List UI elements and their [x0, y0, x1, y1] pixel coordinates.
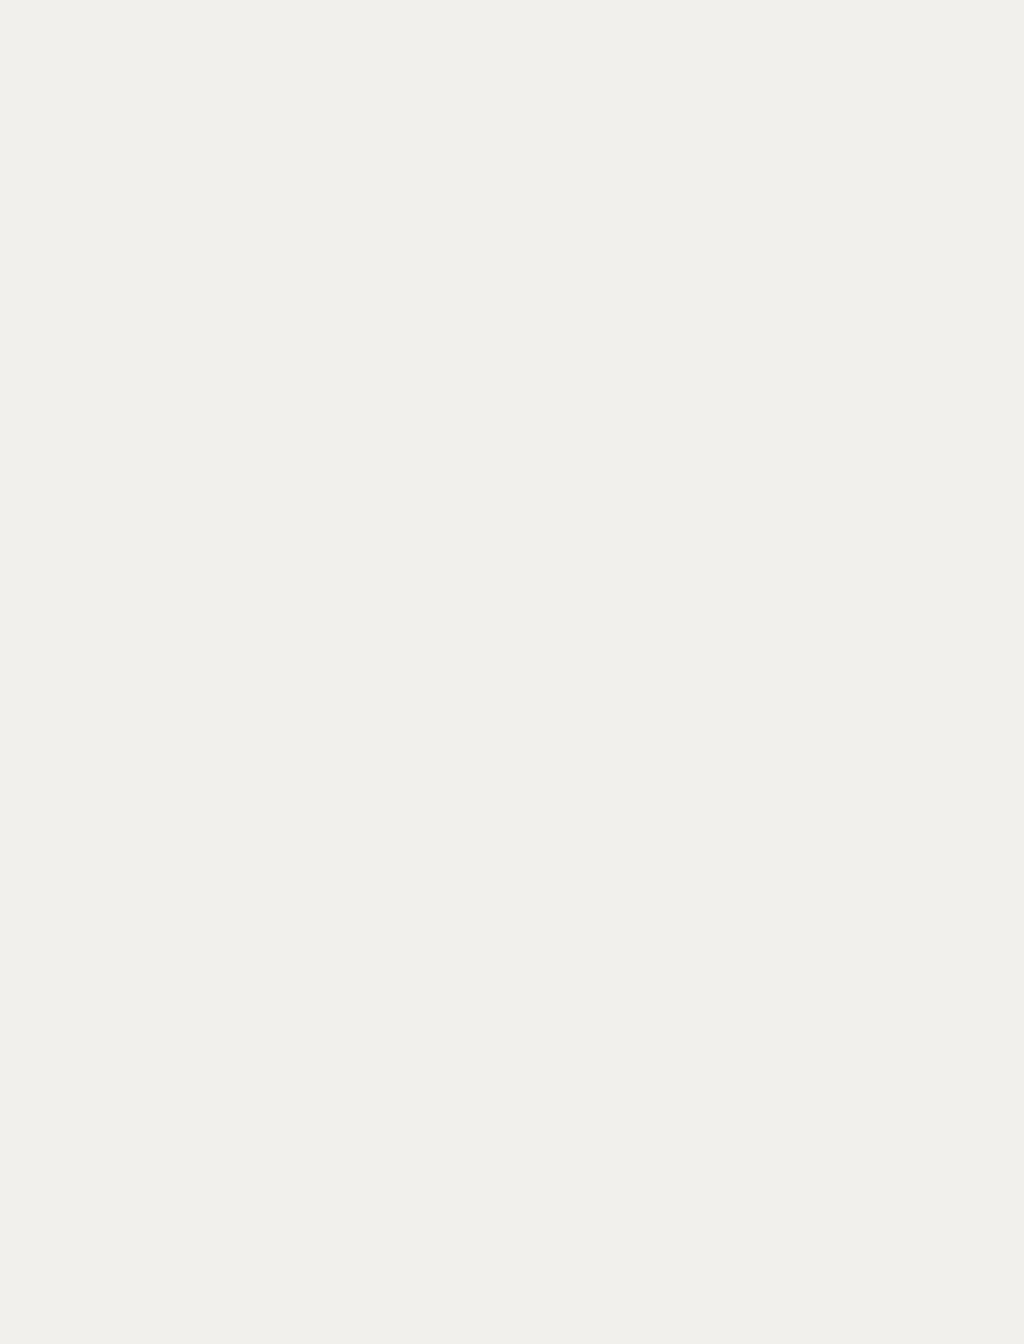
- section-1-heading: [12, 54, 1002, 88]
- section-3-heading: [12, 994, 1002, 1028]
- section-2-heading: [12, 300, 1002, 334]
